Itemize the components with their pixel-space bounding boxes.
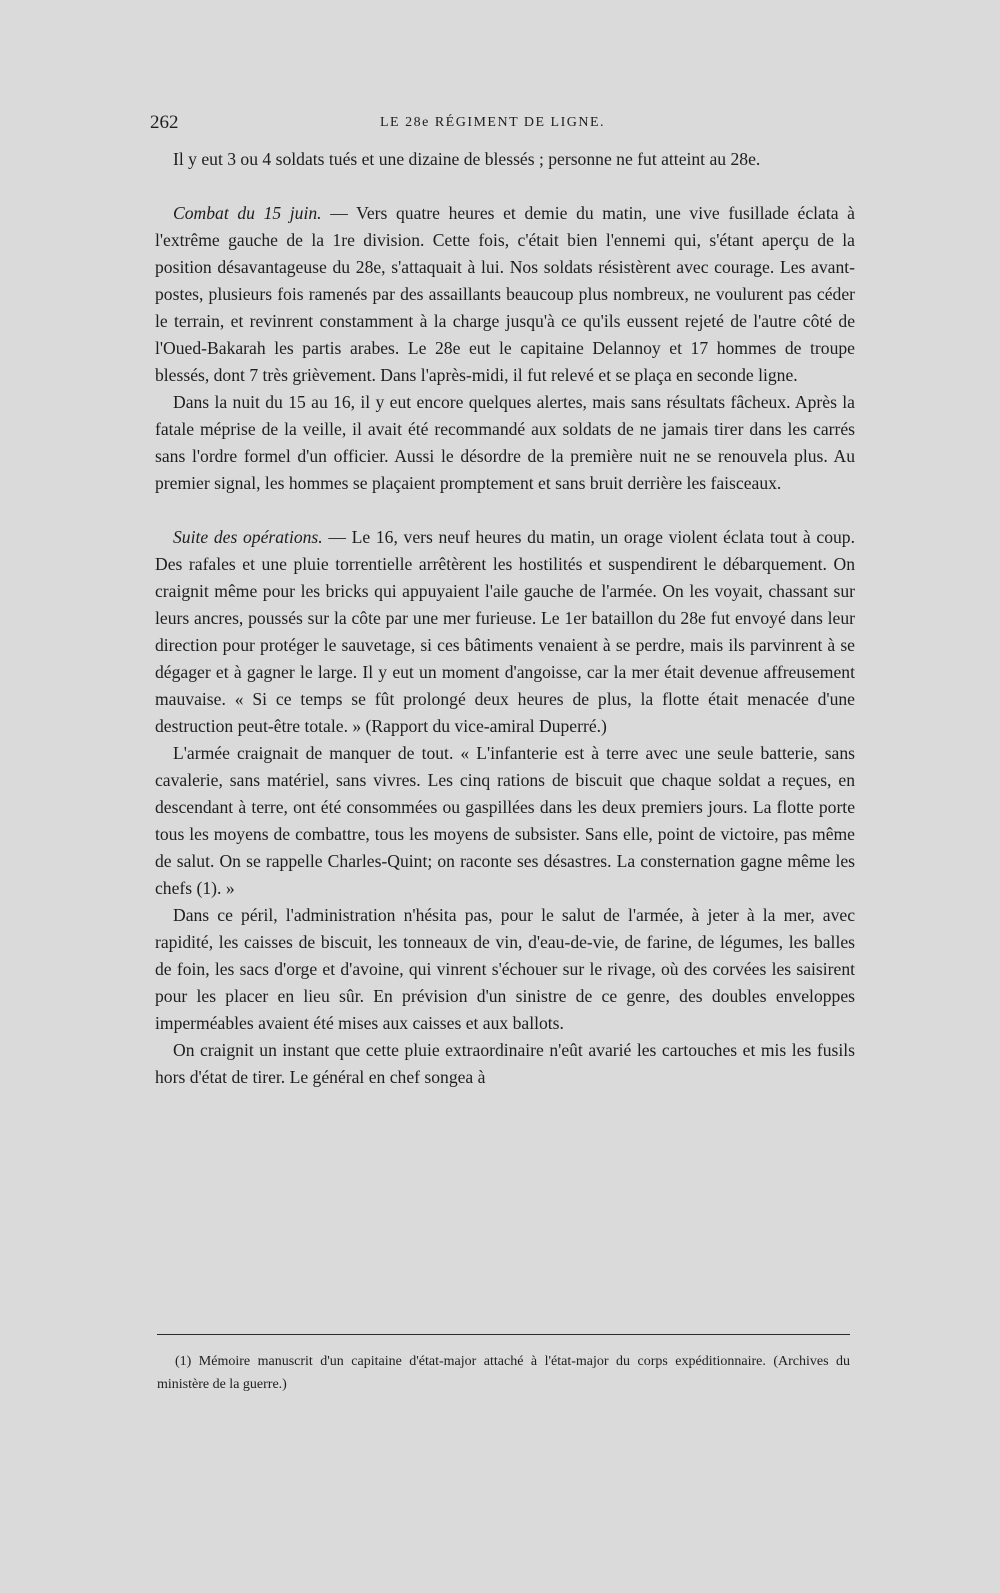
footnote-text: (1) Mémoire manuscrit d'un capitaine d'état-major attaché à l'état-major du corps expéditionnaire. (Archives du ministère de la guerre.) [157, 1354, 850, 1392]
footnote [157, 1350, 850, 1396]
paragraph-6: Dans ce péril, l'administration n'hésita pas, pour le salut de l'armée, à jeter à la mer, avec rapidité, les caisses de biscuit, les tonneaux de vin, d'eau-de-vie, de farine, de légumes, les balles de foin, les sacs d'orge et d'avoine, qui vinrent s'échouer sur le rivage, où des corvées les saisirent pour les placer en lieu sûr. En prévision d'un sinistre de ce genre, des doubles enveloppes imperméables avaient été mises aux caisses et aux ballots. [155, 905, 855, 1033]
paragraph-suite-operations [155, 524, 855, 740]
page-body [155, 146, 855, 1091]
page-number: 262 [150, 112, 179, 133]
running-title: LE 28e RÉGIMENT DE LIGNE. [380, 115, 606, 130]
paragraph-combat-15-juin [155, 200, 855, 389]
paragraph-3: Dans la nuit du 15 au 16, il y eut encore quelques alertes, mais sans résultats fâcheux. Après la fatale méprise de la veille, il avait été recommandé aux soldats de ne jamais tirer dans les carrés sans l'ordre formel d'un officier. Aussi le désordre de la première nuit ne se renouvela plus. Au premier signal, les hommes se plaçaient promptement et sans bruit derrière les faisceaux. [155, 392, 855, 493]
page-header [150, 112, 860, 140]
paragraph-5: L'armée craignait de manquer de tout. « L'infanterie est à terre avec une seule batterie, sans cavalerie, sans matériel, sans vivres. Les cinq rations de biscuit que chaque soldat a reçues, en descendant à terre, ont été consommées ou gaspillées dans les deux premiers jours. La flotte porte tous les moyens de combattre, tous les moyens de subsister. Sans elle, point de victoire, pas même de salut. On se rappelle Charles-Quint; on raconte ses désastres. La consternation gagne même les chefs (1). » [155, 743, 855, 898]
section-heading-suite: Suite des opérations. [173, 527, 323, 547]
paragraph-1: Il y eut 3 ou 4 soldats tués et une dizaine de blessés ; personne ne fut atteint au 28e. [173, 149, 761, 169]
section-heading-combat: Combat du 15 juin. [173, 203, 322, 223]
footnote-divider [157, 1334, 850, 1335]
paragraph-7: On craignit un instant que cette pluie extraordinaire n'eût avarié les cartouches et mis les fusils hors d'état de tirer. Le général en chef songea à [155, 1040, 855, 1087]
paragraph-4-text: — Le 16, vers neuf heures du matin, un orage violent éclata tout à coup. Des rafales et une pluie torrentielle arrêtèrent les hostilités et suspendirent le débarquement. On craignit même pour les bricks qui appuyaient l'aile gauche de l'armée. On les voyait, chassant sur leurs ancres, poussés sur la côte par une mer furieuse. Le 1er bataillon du 28e fut envoyé dans leur direction pour protéger le sauvetage, si ces bâtiments venaient à se perdre, mais ils parvinrent à se dégager et à gagner le large. Il y eut un moment d'angoisse, car la mer était devenue affreusement mauvaise. « Si ce temps se fût prolongé deux heures de plus, la flotte était menacée d'une destruction peut-être totale. » (Rapport du vice-amiral Duperré.) [155, 527, 855, 736]
paragraph-2-text: — Vers quatre heures et demie du matin, une vive fusillade éclata à l'extrême gauche de la 1re division. Cette fois, c'était bien l'ennemi qui, s'étant aperçu de la position désavantageuse du 28e, s'attaquait à lui. Nos soldats résistèrent avec courage. Les avant-postes, plusieurs fois ramenés par des assaillants beaucoup plus nombreux, ne voulurent pas céder le terrain, et revinrent constamment à la charge jusqu'à ce qu'ils eussent rejeté de l'autre côté de l'Oued-Bakarah les partis arabes. Le 28e eut le capitaine Delannoy et 17 hommes de troupe blessés, dont 7 très grièvement. Dans l'après-midi, il fut relevé et se plaça en seconde ligne. [155, 203, 855, 385]
